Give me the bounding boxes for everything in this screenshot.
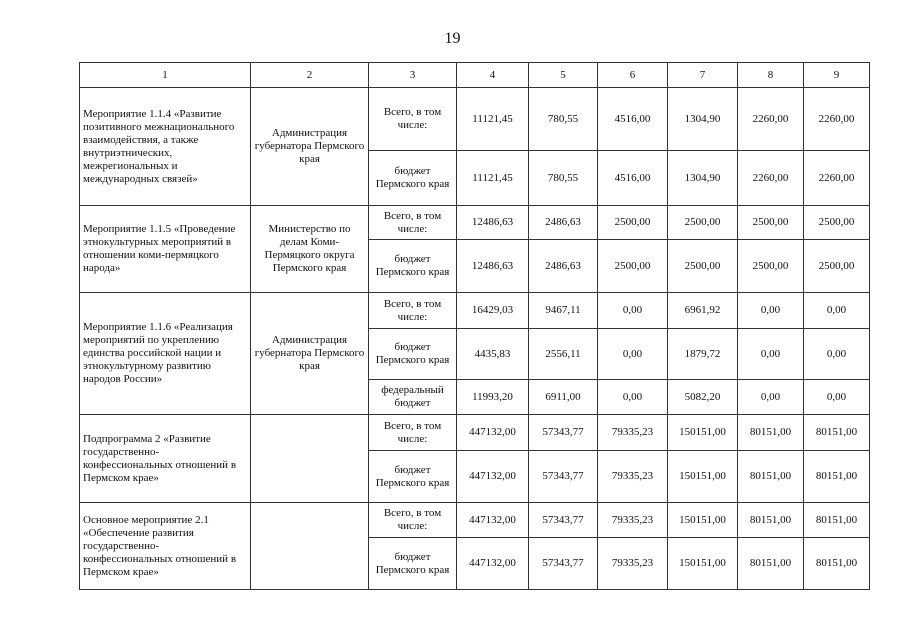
amount-cell: 79335,23 — [598, 503, 668, 538]
amount-cell: 80151,00 — [804, 503, 870, 538]
executor: Министерство по делам Коми-Пермяцкого округа Пермского края — [251, 206, 369, 293]
amount-cell: 6911,00 — [529, 380, 598, 415]
amount-cell: 0,00 — [598, 380, 668, 415]
executor — [251, 503, 369, 590]
amount-cell: 2260,00 — [738, 88, 804, 151]
amount-cell: 2260,00 — [804, 151, 870, 206]
amount-cell: 80151,00 — [738, 415, 804, 451]
funding-source: Всего, в том числе: — [369, 293, 457, 329]
column-header: 4 — [457, 63, 529, 88]
activity-name: Основное мероприятие 2.1 «Обеспечение развития государственно-конфессиональных отношений в Пермском крае» — [80, 503, 251, 590]
funding-source: бюджет Пермского края — [369, 538, 457, 590]
amount-cell: 2500,00 — [804, 240, 870, 293]
amount-cell: 0,00 — [804, 380, 870, 415]
column-header: 8 — [738, 63, 804, 88]
amount-cell: 0,00 — [804, 293, 870, 329]
amount-cell: 447132,00 — [457, 503, 529, 538]
activity-name: Мероприятие 1.1.4 «Развитие позитивного межнационального взаимодействия, а также внутриэтнических, межрегиональных и международных связей» — [80, 88, 251, 206]
amount-cell: 0,00 — [598, 329, 668, 380]
amount-cell: 0,00 — [598, 293, 668, 329]
amount-cell: 57343,77 — [529, 415, 598, 451]
executor: Администрация губернатора Пермского края — [251, 88, 369, 206]
table-row — [80, 503, 870, 538]
amount-cell: 0,00 — [738, 380, 804, 415]
amount-cell: 150151,00 — [668, 503, 738, 538]
amount-cell: 780,55 — [529, 151, 598, 206]
activity-name: Подпрограмма 2 «Развитие государственно-конфессиональных отношений в Пермском крае» — [80, 415, 251, 503]
column-header: 7 — [668, 63, 738, 88]
amount-cell: 2500,00 — [598, 206, 668, 240]
funding-source: бюджет Пермского края — [369, 451, 457, 503]
amount-cell: 0,00 — [738, 293, 804, 329]
header-row — [80, 63, 870, 88]
budget-table — [79, 62, 870, 590]
funding-source: Всего, в том числе: — [369, 88, 457, 151]
amount-cell: 80151,00 — [738, 451, 804, 503]
amount-cell: 150151,00 — [668, 415, 738, 451]
column-header: 9 — [804, 63, 870, 88]
amount-cell: 11121,45 — [457, 151, 529, 206]
funding-source: бюджет Пермского края — [369, 151, 457, 206]
amount-cell: 79335,23 — [598, 415, 668, 451]
table-row — [80, 293, 870, 329]
amount-cell: 2260,00 — [804, 88, 870, 151]
amount-cell: 2500,00 — [804, 206, 870, 240]
amount-cell: 2500,00 — [738, 240, 804, 293]
table-row — [80, 88, 870, 151]
amount-cell: 2500,00 — [738, 206, 804, 240]
funding-source: Всего, в том числе: — [369, 415, 457, 451]
amount-cell: 0,00 — [804, 329, 870, 380]
table-row — [80, 206, 870, 240]
funding-source: Всего, в том числе: — [369, 503, 457, 538]
table-row — [80, 415, 870, 451]
amount-cell: 447132,00 — [457, 538, 529, 590]
amount-cell: 12486,63 — [457, 206, 529, 240]
page-number: 19 — [444, 30, 461, 47]
column-header: 6 — [598, 63, 668, 88]
amount-cell: 80151,00 — [738, 538, 804, 590]
amount-cell: 1304,90 — [668, 88, 738, 151]
column-header: 1 — [80, 63, 251, 88]
amount-cell: 2486,63 — [529, 240, 598, 293]
executor — [251, 415, 369, 503]
amount-cell: 1304,90 — [668, 151, 738, 206]
amount-cell: 447132,00 — [457, 451, 529, 503]
amount-cell: 12486,63 — [457, 240, 529, 293]
column-header: 3 — [369, 63, 457, 88]
amount-cell: 16429,03 — [457, 293, 529, 329]
amount-cell: 2260,00 — [738, 151, 804, 206]
amount-cell: 780,55 — [529, 88, 598, 151]
amount-cell: 80151,00 — [804, 538, 870, 590]
amount-cell: 4516,00 — [598, 151, 668, 206]
amount-cell: 2500,00 — [668, 240, 738, 293]
amount-cell: 80151,00 — [738, 503, 804, 538]
amount-cell: 57343,77 — [529, 538, 598, 590]
column-header: 2 — [251, 63, 369, 88]
amount-cell: 1879,72 — [668, 329, 738, 380]
amount-cell: 2556,11 — [529, 329, 598, 380]
amount-cell: 80151,00 — [804, 415, 870, 451]
amount-cell: 11121,45 — [457, 88, 529, 151]
amount-cell: 2486,63 — [529, 206, 598, 240]
amount-cell: 0,00 — [738, 329, 804, 380]
amount-cell: 6961,92 — [668, 293, 738, 329]
funding-source: федеральный бюджет — [369, 380, 457, 415]
amount-cell: 4516,00 — [598, 88, 668, 151]
funding-source: бюджет Пермского края — [369, 329, 457, 380]
activity-name: Мероприятие 1.1.6 «Реализация мероприятий по укреплению единства российской нации и этнокультурному развитию народов России» — [80, 293, 251, 415]
amount-cell: 79335,23 — [598, 538, 668, 590]
amount-cell: 80151,00 — [804, 451, 870, 503]
amount-cell: 2500,00 — [598, 240, 668, 293]
amount-cell: 57343,77 — [529, 503, 598, 538]
funding-source: бюджет Пермского края — [369, 240, 457, 293]
amount-cell: 2500,00 — [668, 206, 738, 240]
amount-cell: 150151,00 — [668, 538, 738, 590]
amount-cell: 57343,77 — [529, 451, 598, 503]
executor: Администрация губернатора Пермского края — [251, 293, 369, 415]
column-header: 5 — [529, 63, 598, 88]
amount-cell: 5082,20 — [668, 380, 738, 415]
amount-cell: 447132,00 — [457, 415, 529, 451]
amount-cell: 9467,11 — [529, 293, 598, 329]
amount-cell: 11993,20 — [457, 380, 529, 415]
activity-name: Мероприятие 1.1.5 «Проведение этнокультурных мероприятий в отношении коми-пермяцкого народа» — [80, 206, 251, 293]
amount-cell: 4435,83 — [457, 329, 529, 380]
amount-cell: 79335,23 — [598, 451, 668, 503]
funding-source: Всего, в том числе: — [369, 206, 457, 240]
amount-cell: 150151,00 — [668, 451, 738, 503]
